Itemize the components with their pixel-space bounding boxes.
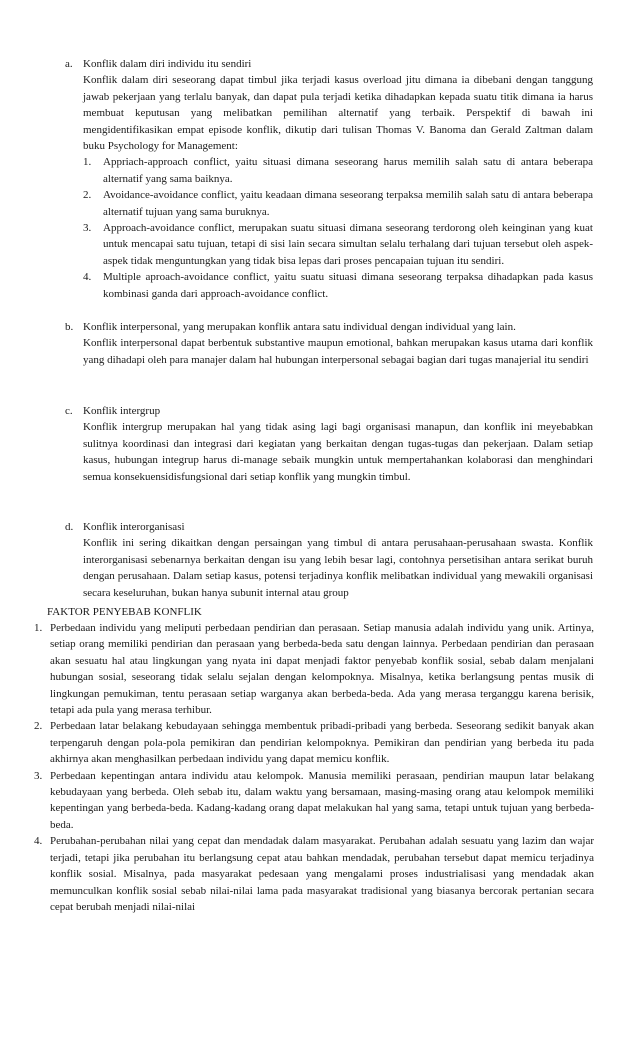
list-item-number: 3. xyxy=(83,222,92,235)
list-item xyxy=(83,154,593,187)
section-c-title: Konflik intergrup xyxy=(83,405,161,417)
section-c xyxy=(65,403,593,485)
list-item xyxy=(83,187,593,220)
section-d-letter: d. xyxy=(65,521,74,533)
list-item-text: Appriach-approach conflict, yaitu situasi dimana seseorang harus memilih salah satu di antara beberapa alternatif yang sama baiknya. xyxy=(103,156,593,185)
list-item-number: 4. xyxy=(34,835,43,848)
factor-list xyxy=(34,620,594,915)
list-item xyxy=(34,768,594,834)
section-a xyxy=(65,56,593,302)
section-c-paragraph: Konflik intergrup merupakan hal yang tidak asing lagi bagi organisasi manapun, dan konflik ini meyebabkan sulitnya koordinasi dan integrasi dari kegiatan yang berkaitan dengan tugas-tugas dan pekerjaan. Dalam setiap kasus, hubungan integrup harus di-manage sebaik mungkin untuk mempertahankan kolaborasi dan menghindari semua konsekuensidisfungsional dari setiap konflik yang mungkin timbul. xyxy=(83,421,593,483)
list-item-text: Perbedaan latar belakang kebudayaan sehingga membentuk pribadi-pribadi yang berbeda. Seseorang sedikit banyak akan terpengaruh dengan pola-pola pemikiran dan pendirian kelompoknya. Pemikiran dan pendirian yang berbeda itu pada akhirnya akan menghasilkan perbedaan individu yang dapat memicu konflik. xyxy=(50,720,594,766)
list-item xyxy=(83,269,593,302)
section-b-letter: b. xyxy=(65,321,74,333)
list-item-number: 3. xyxy=(34,769,43,782)
section-b-title: Konflik interpersonal, yang merupakan konflik antara satu individual dengan individual yang lain. xyxy=(83,321,516,333)
section-d-paragraph: Konflik ini sering dikaitkan dengan persaingan yang timbul di antara perusahaan-perusahaan swasta. Konflik interorganisasi sebenarnya berkaitan dengan isu yang lebih besar lagi, contohnya persetisihan antara serikat buruh dengan perusahaan. Dalam setiap kasus, potensi terjadinya konflik melibatkan individual yang mewakili organisasi secara keseluruhan, bukan hanya subunit internal atau group xyxy=(83,537,593,599)
section-d-title: Konflik interorganisasi xyxy=(83,521,185,533)
list-item-number: 2. xyxy=(34,720,43,733)
list-item-number: 1. xyxy=(83,156,92,169)
list-item-text: Perbedaan kepentingan antara individu atau kelompok. Manusia memiliki perasaan, pendirian maupun latar belakang kebudayaan yang berbeda. Oleh sebab itu, dalam waktu yang bersamaan, masing-masing orang atau kelompok memiliki kepentingan yang berbeda-beda. Kadang-kadang orang dapat melakukan hal yang sama, tetapi untuk tujuan yang berbeda-beda. xyxy=(50,769,594,831)
section-a-letter: a. xyxy=(65,58,73,70)
section-a-title: Konflik dalam diri individu itu sendiri xyxy=(83,58,252,70)
section-d xyxy=(65,519,593,601)
list-item xyxy=(34,718,594,767)
section-c-letter: c. xyxy=(65,405,73,417)
list-item xyxy=(34,620,594,718)
section-heading: FAKTOR PENYEBAB KONFLIK xyxy=(47,606,202,618)
section-b-paragraph: Konflik interpersonal dapat berbentuk substantive maupun emotional, bahkan merupakan kasus utama dari konflik yang dihadapi oleh para manajer dalam hal hubungan interpersonal sebagai bagian dari tugas manajerial itu sendiri xyxy=(83,337,593,366)
list-item-text: Multiple aproach-avoidance conflict, yaitu suatu situasi dimana seseorang terpaksa dihadapkan pada kasus kombinasi ganda dari approach-avoidance conflict. xyxy=(103,271,593,300)
list-item-text: Perbedaan individu yang meliputi perbedaan pendirian dan perasaan. Setiap manusia adalah individu yang unik. Artinya, setiap orang memiliki pendirian dan perasaan yang berbeda-beda satu dengan lainnya. Perbedaan pendirian dan perasaan akan sesuatu hal atau lingkungan yang nyata ini dapat menjadi faktor penyebab konflik sosial, sebab dalam menjalani hubungan sosial, seseorang tidak selalu sejalan dengan kelompoknya. Misalnya, ketika berlangsung pentas musik di lingkungan pemukiman, tentu perasaan setiap warganya akan berbeda-beda. Ada yang merasa terganggu karena berisik, tetapi ada pula yang merasa terhibur. xyxy=(50,622,594,717)
list-item xyxy=(83,220,593,269)
list-item-text: Avoidance-avoidance conflict, yaitu keadaan dimana seseorang terpaksa memilih salah satu di antara beberapa alternatif tujuan yang sama buruknya. xyxy=(103,189,593,218)
section-b xyxy=(65,319,593,368)
section-a-paragraph: Konflik dalam diri seseorang dapat timbul jika terjadi kasus overload jitu dimana ia dibebani dengan tanggung jawab pekerjaan yang terlalu banyak, dan dapat pula terjadi ketika dihadapkan kepada suatu titik dimana ia harus membuat keputusan yang melibatkan pemilihan alternatif yang terbaik. Perspektif di bawah ini mengidentifikasikan empat episode konflik, dikutip dari tulisan Thomas V. Banoma dan Gerald Zaltman dalam buku Psychology for Management: xyxy=(83,74,593,153)
list-item-text: Approach-avoidance conflict, merupakan suatu situasi dimana seseorang terdorong oleh keinginan yang kuat untuk mencapai satu tujuan, tetapi di sisi lain secara simultan selalu terhalang dari tujuan tersebut oleh aspek-aspek tidak menguntungkan yang tidak bisa lepas dari proses pencapaian tujuan itu sendiri. xyxy=(103,222,593,267)
list-item-number: 2. xyxy=(83,189,92,202)
list-item-text: Perubahan-perubahan nilai yang cepat dan mendadak dalam masyarakat. Perubahan adalah sesuatu yang lazim dan wajar terjadi, tetapi jika perubahan itu berlangsung cepat atau bahkan mendadak, perubahan tersebut dapat memicu terjadinya konflik sosial. Misalnya, pada masyarakat pedesaan yang mengalami proses industrialisasi yang mendadak akan memunculkan konflik sosial sebab nilai-nilai lama pada masyarakat tradisional yang biasanya bercorak pertanian secara cepat berubah menjadi nilai-nilai xyxy=(50,835,594,913)
list-item-number: 4. xyxy=(83,271,92,284)
list-item-number: 1. xyxy=(34,622,43,634)
list-item xyxy=(34,833,594,915)
